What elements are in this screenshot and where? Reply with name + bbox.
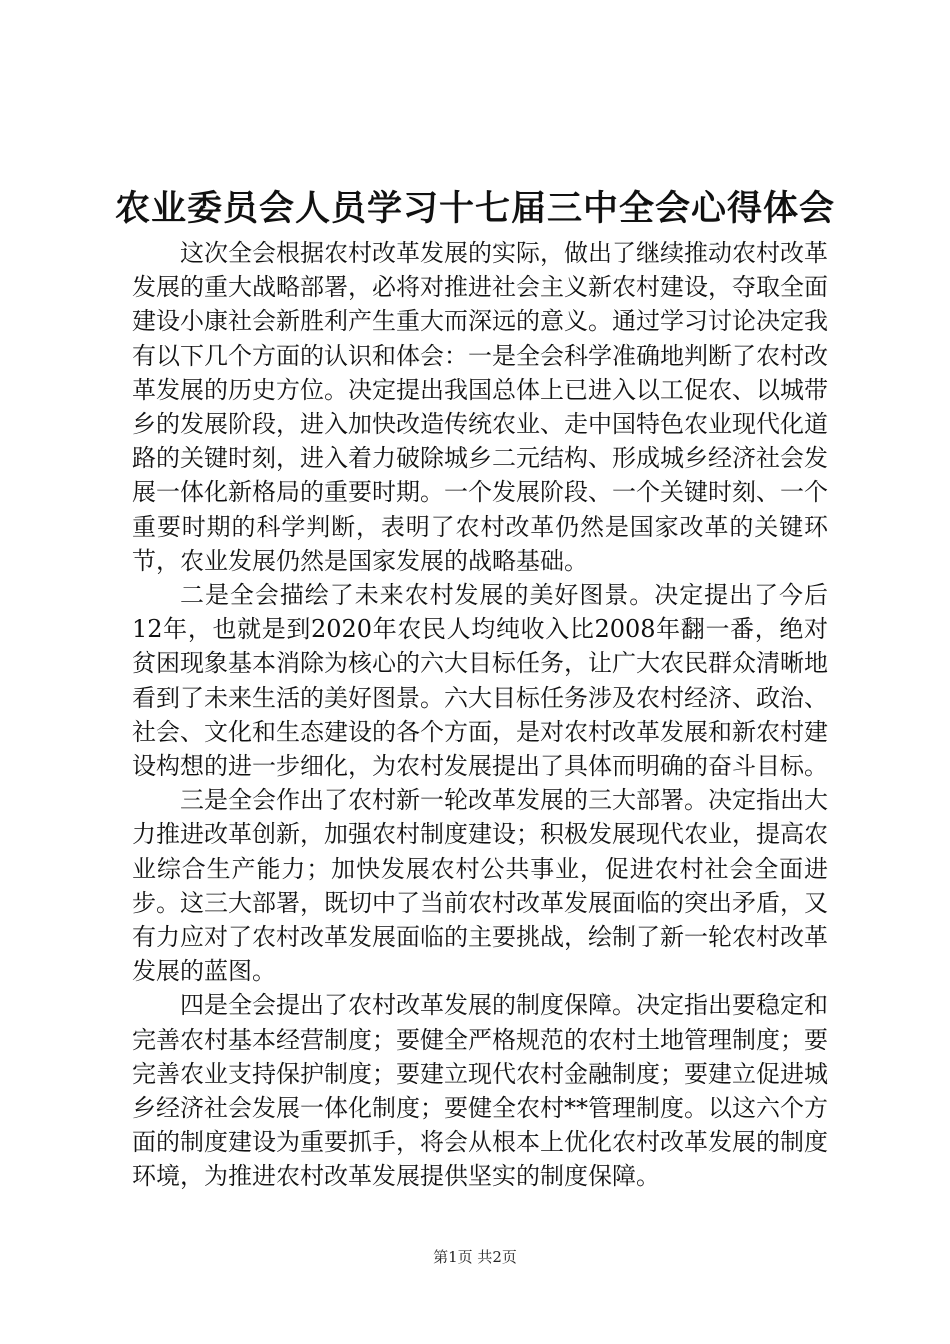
paragraph-1: 这次全会根据农村改革发展的实际，做出了继续推动农村改革发展的重大战略部署，必将对推进社会主义新农村建设，夺取全面建设小康社会新胜利产生重大而深远的意义。通过学习讨论决定我有以下几个方面的认识和体会：一是全会科学准确地判断了农村改革发展的历史方位。决定提出我国总体上已进入以工促农、以城带乡的发展阶段，进入加快改造传统农业、走中国特色农业现代化道路的关键时刻，进入着力破除城乡二元结构、形成城乡经济社会发展一体化新格局的重要时期。一个发展阶段、一个关键时刻、一个重要时期的科学判断，表明了农村改革仍然是国家改革的关键环节，农业发展仍然是国家发展的战略基础。	[132, 239, 828, 575]
paragraph-3: 三是全会作出了农村新一轮改革发展的三大部署。决定指出大力推进改革创新，加强农村制度建设；积极发展现代农业，提高农业综合生产能力；加快发展农村公共事业，促进农村社会全面进步。这三大部署，既切中了当前农村改革发展面临的突出矛盾，又有力应对了农村改革发展面临的主要挑战，绘制了新一轮农村改革发展的蓝图。	[132, 786, 828, 986]
document-title: 农业委员会人员学习十七届三中全会心得体会	[114, 188, 835, 229]
document-body	[132, 236, 828, 1194]
paragraph-2: 二是全会描绘了未来农村发展的美好图景。决定提出了今后12年，也就是到2020年农民人均纯收入比2008年翻一番，绝对贫困现象基本消除为核心的六大目标任务，让广大农民群众清晰地看到了未来生活的美好图景。六大目标任务涉及农村经济、政治、社会、文化和生态建设的各个方面，是对农村改革发展和新农村建设构想的进一步细化，为农村发展提出了具体而明确的奋斗目标。	[132, 581, 828, 781]
paragraph-4: 四是全会提出了农村改革发展的制度保障。决定指出要稳定和完善农村基本经营制度；要健全严格规范的农村土地管理制度；要完善农业支持保护制度；要建立现代农村金融制度；要建立促进城乡经济社会发展一体化制度；要健全农村**管理制度。以这六个方面的制度建设为重要抓手，将会从根本上优化农村改革发展的制度环境，为推进农村改革发展提供坚实的制度保障。	[132, 991, 828, 1191]
page-footer: 第1页 共2页	[433, 1248, 517, 1266]
